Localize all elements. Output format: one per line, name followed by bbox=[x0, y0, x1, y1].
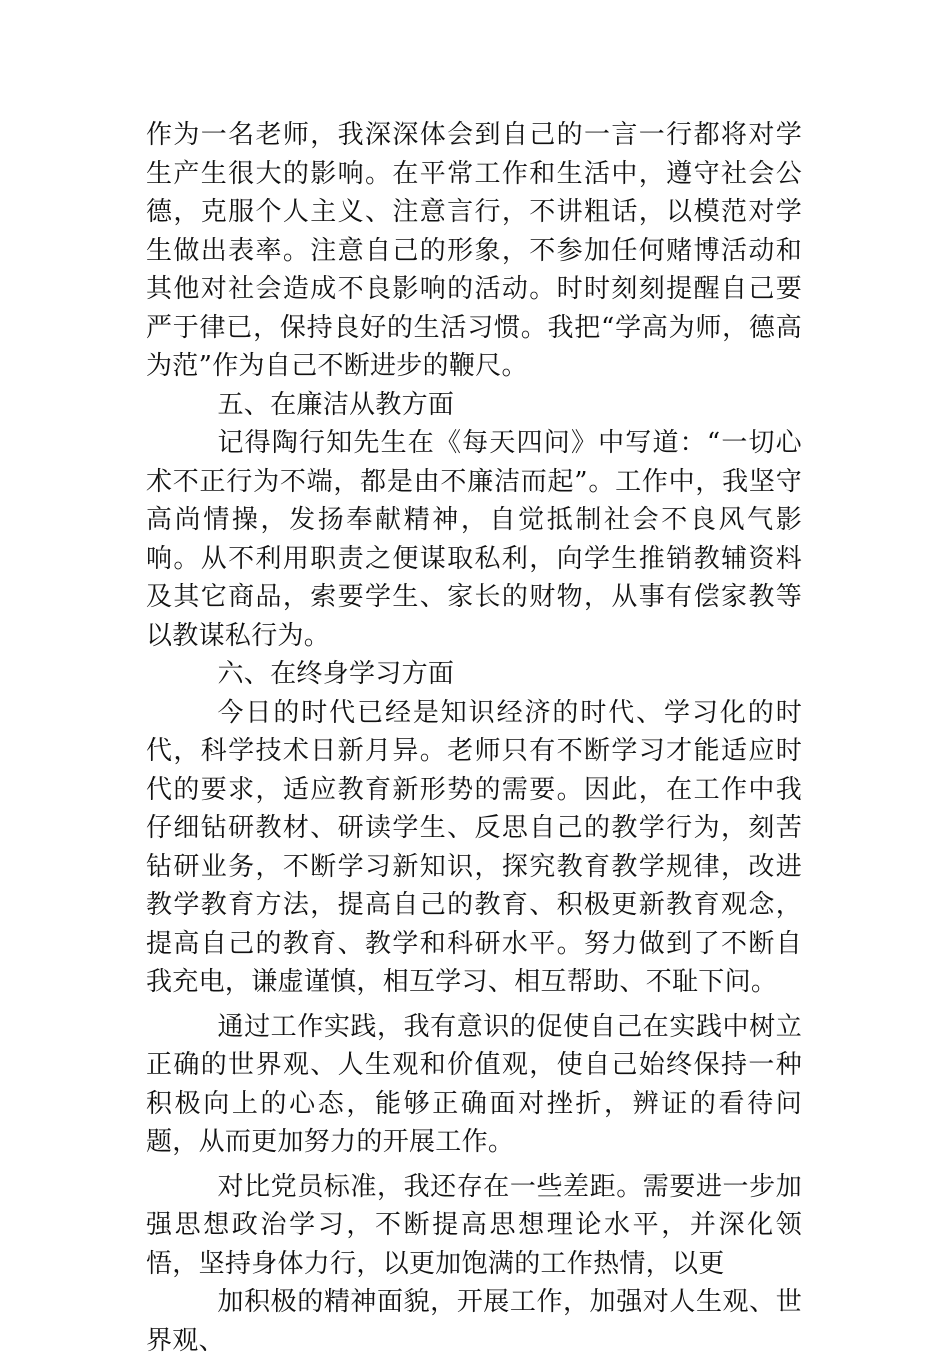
document-body bbox=[146, 116, 802, 1360]
paragraph-continuation: 加积极的精神面貌，开展工作，加强对人生观、世界观、 bbox=[146, 1287, 802, 1356]
paragraph-shortcomings: 对比党员标准，我还存在一些差距。需要进一步加强思想政治学习，不断提高思想理论水平，并深化领悟，坚持身体力行，以更加饱满的工作热情，以更 bbox=[146, 1171, 802, 1279]
paragraph-integrity: 记得陶行知先生在《每天四问》中写道：“一切心术不正行为不端，都是由不廉洁而起”。工作中，我坚守高尚情操，发扬奉献精神，自觉抵制社会不良风气影响。从不利用职责之便谋取私利，向学生推销教辅资料及其它商品，索要学生、家长的财物，从事有偿家教等以教谋私行为。 bbox=[146, 428, 802, 651]
section-heading-integrity: 五、在廉洁从教方面 bbox=[217, 389, 455, 420]
section-heading-lifelong-learning: 六、在终身学习方面 bbox=[217, 659, 455, 689]
paragraph-lifelong-learning: 今日的时代已经是知识经济的时代、学习化的时代，科学技术日新月异。老师只有不断学习才能适应时代的要求，适应教育新形势的需要。因此，在工作中我仔细钻研教材、研读学生、反思自己的教学行为，刻苦钻研业务，不断学习新知识，探究教育教学规律，改进教学教育方法，提高自己的教育、积极更新教育观念，提高自己的教育、教学和科研水平。努力做到了不断自我充电，谦虚谨慎，相互学习、相互帮助、不耻下问。 bbox=[146, 697, 802, 997]
paragraph-work-practice: 通过工作实践，我有意识的促使自己在实践中树立正确的世界观、人生观和价值观，使自己始终保持一种积极向上的心态，能够正确面对挫折，辨证的看待问题，从而更加努力的开展工作。 bbox=[146, 1011, 802, 1157]
paragraph-conduct: 作为一名老师，我深深体会到自己的一言一行都将对学生产生很大的影响。在平常工作和生活中，遵守社会公德，克服个人主义、注意言行，不讲粗话，以模范对学生做出表率。注意自己的形象，不参加任何赌博活动和其他对社会造成不良影响的活动。时时刻刻提醒自己要严于律已，保持良好的生活习惯。我把“学高为师，德高为范”作为自己不断进步的鞭尺。 bbox=[146, 120, 802, 381]
